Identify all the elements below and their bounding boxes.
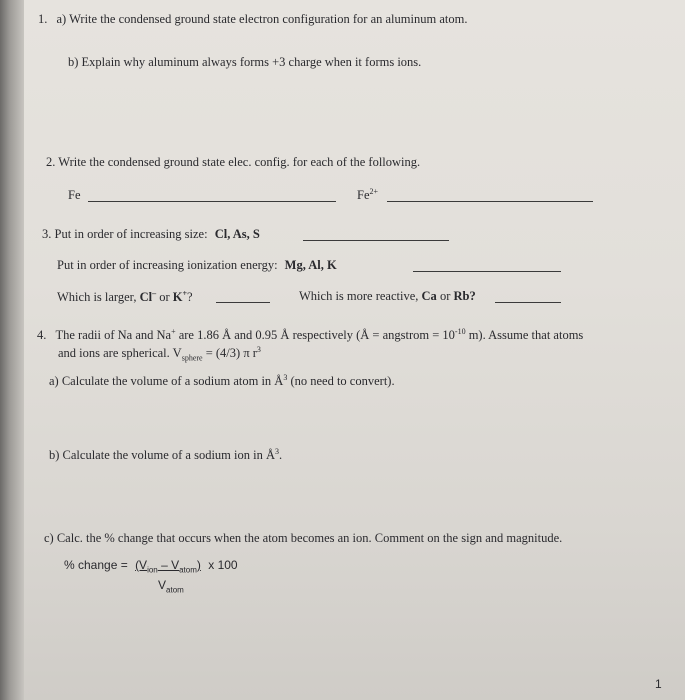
page-shadow-edge bbox=[0, 0, 24, 700]
q4-num-close: ) bbox=[196, 558, 201, 572]
q4-intro-b: are 1.86 Å and 0.95 Å respectively (Å = angstrom = 10 bbox=[178, 328, 455, 343]
q2-fe2-answer-blank[interactable] bbox=[387, 201, 593, 202]
q4-formula-numerator bbox=[135, 558, 201, 575]
q4-pct-label: % change = bbox=[64, 558, 128, 572]
q4-a bbox=[49, 373, 395, 389]
q3-reactive-prompt: Which is more reactive, bbox=[299, 289, 419, 303]
q4-cube: 3 bbox=[256, 345, 261, 354]
q3-size-prompt: 3. Put in order of increasing size: bbox=[42, 227, 208, 241]
q3-line1 bbox=[42, 227, 260, 242]
q4-b bbox=[49, 447, 282, 463]
q3-qmark: ? bbox=[187, 290, 193, 305]
q4-a-tail: (no need to convert). bbox=[290, 374, 395, 389]
q4-sub-ion: ion bbox=[147, 565, 158, 575]
q3-larger-answer-blank[interactable] bbox=[216, 302, 270, 303]
q4-den-v: V bbox=[158, 578, 167, 592]
q4-line2 bbox=[58, 345, 261, 363]
q1-b-text: b) Explain why aluminum always forms +3 charge when it forms ions. bbox=[68, 55, 422, 69]
q4-line2-a: and ions are spherical. V bbox=[58, 346, 182, 361]
q3-rb: Rb? bbox=[453, 289, 476, 303]
q4-b-sup: 3 bbox=[275, 447, 279, 456]
q3-ionization-answer-blank[interactable] bbox=[413, 271, 561, 272]
q1-a bbox=[38, 12, 467, 27]
q2-fe2-label bbox=[357, 187, 378, 203]
q1-a-text: a) Write the condensed ground state electron configuration for an aluminum atom. bbox=[56, 12, 468, 26]
q4-number: 4. bbox=[37, 328, 47, 343]
q4-den-sub: atom bbox=[166, 585, 184, 595]
q4-a-sup: 3 bbox=[283, 373, 288, 382]
q3-reactive-answer-blank[interactable] bbox=[495, 302, 561, 303]
q3-line3b bbox=[299, 289, 476, 304]
q2-fe2-charge: 2+ bbox=[369, 187, 379, 196]
q3-ionization-elements: Mg, Al, K bbox=[284, 258, 337, 272]
q3-cl-charge: – bbox=[152, 289, 157, 298]
q3-ionization-prompt: Put in order of increasing ionization energy: bbox=[57, 258, 278, 272]
q4-sub-atom: atom bbox=[179, 565, 197, 575]
q4-b-text: b) Calculate the volume of a sodium ion in Å bbox=[49, 448, 275, 463]
q3-line3 bbox=[57, 289, 193, 305]
q3-line2 bbox=[57, 258, 337, 273]
q4-v-sphere-sub: sphere bbox=[181, 353, 203, 363]
q4-minus: – V bbox=[157, 558, 180, 572]
q4-formula bbox=[64, 558, 238, 574]
q1-number: 1. bbox=[38, 12, 48, 26]
q4-intro-c: m). Assume that atoms bbox=[468, 328, 584, 343]
q4-line2-b: = (4/3) π r bbox=[205, 346, 257, 361]
q3-or-2: or bbox=[439, 289, 451, 303]
q4-c-text: c) Calc. the % change that occurs when the atom becomes an ion. Comment on the sign and magnitude. bbox=[44, 531, 563, 545]
q4-formula-denominator bbox=[158, 578, 184, 594]
q4-intro-a: The radii of Na and Na bbox=[55, 328, 172, 343]
q3-or: or bbox=[159, 290, 170, 305]
q4-na-charge: + bbox=[171, 327, 176, 336]
q3-size-answer-blank[interactable] bbox=[303, 240, 449, 241]
q3-size-elements: Cl, As, S bbox=[214, 227, 260, 241]
q4-num-open: (V bbox=[135, 558, 148, 572]
q4-b-tail: . bbox=[279, 448, 283, 463]
q4-a-text: a) Calculate the volume of a sodium atom in Å bbox=[49, 374, 284, 389]
q2-text: 2. Write the condensed ground state elec. config. for each of the following. bbox=[46, 155, 421, 169]
q3-k-charge: + bbox=[182, 289, 188, 298]
q2-fe-label: Fe bbox=[68, 188, 81, 202]
q2-fe-answer-blank[interactable] bbox=[88, 201, 336, 202]
q3-k: K bbox=[172, 290, 183, 305]
q3-larger-prompt: Which is larger, bbox=[57, 290, 137, 305]
q3-cl: Cl bbox=[139, 290, 153, 305]
q3-ca: Ca bbox=[421, 289, 437, 303]
q4-intro bbox=[37, 327, 583, 343]
q4-exponent: -10 bbox=[454, 327, 466, 336]
q4-times-100: x 100 bbox=[208, 558, 238, 572]
q2-fe2-base: Fe bbox=[357, 188, 370, 203]
page-number: 1 bbox=[655, 677, 662, 691]
